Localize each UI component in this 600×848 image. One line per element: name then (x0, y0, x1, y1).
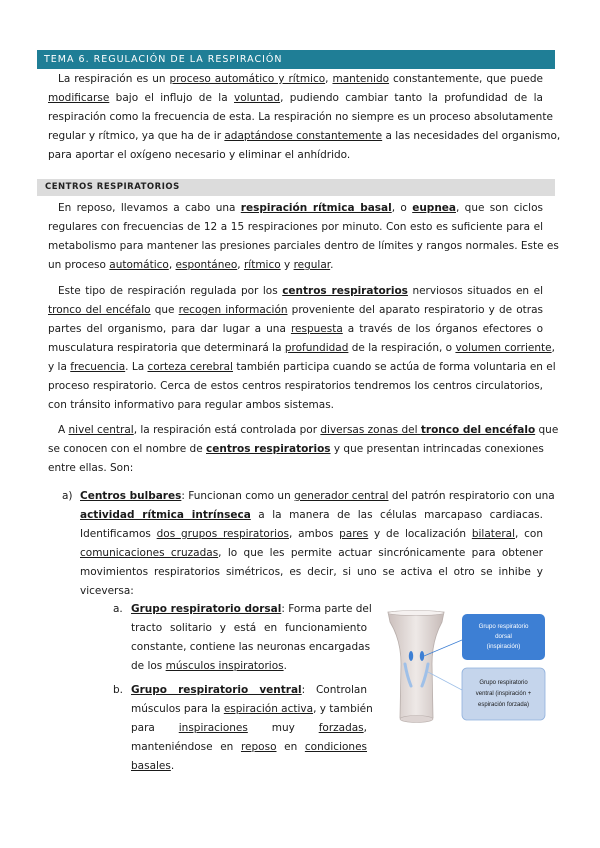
text-line: actividad rítmica intrínseca a la manera de las células marcapaso cardiacas. (80, 509, 543, 521)
brainstem-top-opening (388, 611, 444, 616)
brainstem-figure (380, 610, 548, 732)
brainstem-bottom-opening (400, 716, 433, 723)
paragraph-reposo (48, 199, 559, 275)
label-dorsal-line3: (inspiración) (486, 643, 521, 650)
text-line: tronco del encéfalo que recogen información proveniente del aparato respiratorio y de otras (48, 304, 543, 316)
connector-ventral (428, 672, 462, 690)
text-line: músculos para la espiración activa, y también (131, 703, 373, 715)
intro-paragraph (48, 70, 561, 165)
section-header (37, 179, 555, 196)
paragraph-regulacion (48, 282, 556, 415)
paragraph-nivel-central (48, 421, 559, 478)
text-line: un proceso automático, espontáneo, rítmico y regular. (48, 259, 334, 271)
text-line: manteniéndose en reposo en condiciones (131, 741, 368, 753)
text-line: para aportar el oxígeno necesario y eliminar el anhídrido. (48, 149, 351, 161)
text-line: Identificamos dos grupos respiratorios, ambos pares y de localización bilateral, con (80, 528, 543, 540)
text-line: En reposo, llevamos a cabo una respiración rítmica basal, o eupnea, que son ciclos (58, 202, 543, 214)
text-line: Grupo respiratorio dorsal: Forma parte del (131, 603, 372, 615)
text-line: modificarse bajo el influjo de la voluntad, pudiendo cambiar tanto la profundidad de la (48, 92, 543, 104)
text-line: proceso respiratorio. Cerca de estos centros respiratorios tendremos los centros circulatorios, (48, 380, 543, 392)
text-line: partes del organismo, para dar lugar a una respuesta a través de los órganos efectores o (48, 323, 543, 335)
text-line: Centros bulbares: Funcionan como un generador central del patrón respiratorio con una (80, 490, 555, 502)
text-line: Este tipo de respiración regulada por los centros respiratorios nerviosos situados en el (58, 285, 543, 297)
dorsal-group-left (409, 651, 413, 661)
text-line: se conocen con el nombre de centros respiratorios y que presentan intrincadas conexiones (48, 443, 544, 455)
label-dorsal-line2: dorsal (495, 633, 512, 640)
text-line: respiración como la frecuencia de esta. La respiración no siempre es un proceso absolutamente (48, 111, 553, 123)
list-marker-a-sub: a. (113, 603, 123, 615)
text-line: entre ellas. Son: (48, 462, 134, 474)
text-line: y la frecuencia. La corteza cerebral también participa cuando se actúa de forma voluntaria en el (48, 361, 556, 373)
text-line: comunicaciones cruzadas, lo que les permite actuar sincrónicamente para obtener (80, 547, 543, 559)
dorsal-group-right (420, 651, 424, 661)
label-ventral-line1: Grupo respiratorio (479, 680, 528, 686)
text-line: tracto solitario y está en funcionamiento (131, 622, 367, 634)
text-line: constante, contiene las neuronas encargadas (131, 641, 371, 653)
text-line: con tránsito informativo para regular ambos sistemas. (48, 399, 335, 411)
text-line: metabolismo para mantener las presiones parciales dentro de límites y rangos normales. Este es (48, 240, 559, 252)
list-marker-b-sub: b. (113, 684, 124, 696)
label-dorsal-line1: Grupo respiratorio (478, 623, 529, 630)
text-line: basales. (131, 760, 175, 772)
list-item-grupo-dorsal (131, 600, 372, 676)
text-line: de los músculos inspiratorios. (131, 660, 287, 672)
text-line: Grupo respiratorio ventral: Controlan (131, 684, 368, 696)
text-line: regular y rítmico, ya que ha de ir adaptándose constantemente a las necesidades del organismo, (48, 130, 561, 142)
list-marker-a: a) (62, 490, 73, 502)
page-title: TEMA 6. REGULACIÓN DE LA RESPIRACIÓN (44, 54, 283, 65)
text-line: para inspiraciones muy forzadas, (131, 722, 367, 734)
text-line: movimientos respiratorios simétricos, es decir, si uno se activa el otro se inhibe y (80, 566, 543, 578)
text-line: viceversa: (80, 585, 134, 597)
list-item-grupo-ventral (131, 681, 373, 776)
text-line: regulares con frecuencias de 12 a 15 respiraciones por minuto. Con esto es suficiente para el (48, 221, 543, 233)
text-line: musculatura respiratoria que determinará la profundidad de la respiración, o volumen corriente, (48, 342, 555, 354)
brainstem-shape (388, 612, 444, 721)
text-line: La respiración es un proceso automático y rítmico, mantenido constantemente, que puede (58, 73, 543, 85)
section-title: CENTROS RESPIRATORIOS (45, 182, 180, 192)
label-ventral-line3: espiración forzada) (477, 702, 530, 708)
page-header (37, 50, 555, 69)
list-item-centros-bulbares (80, 487, 555, 601)
label-ventral-line2: ventral (inspiración + (475, 691, 532, 697)
text-line: A nivel central, la respiración está controlada por diversas zonas del tronco del encéfalo que (58, 424, 559, 436)
